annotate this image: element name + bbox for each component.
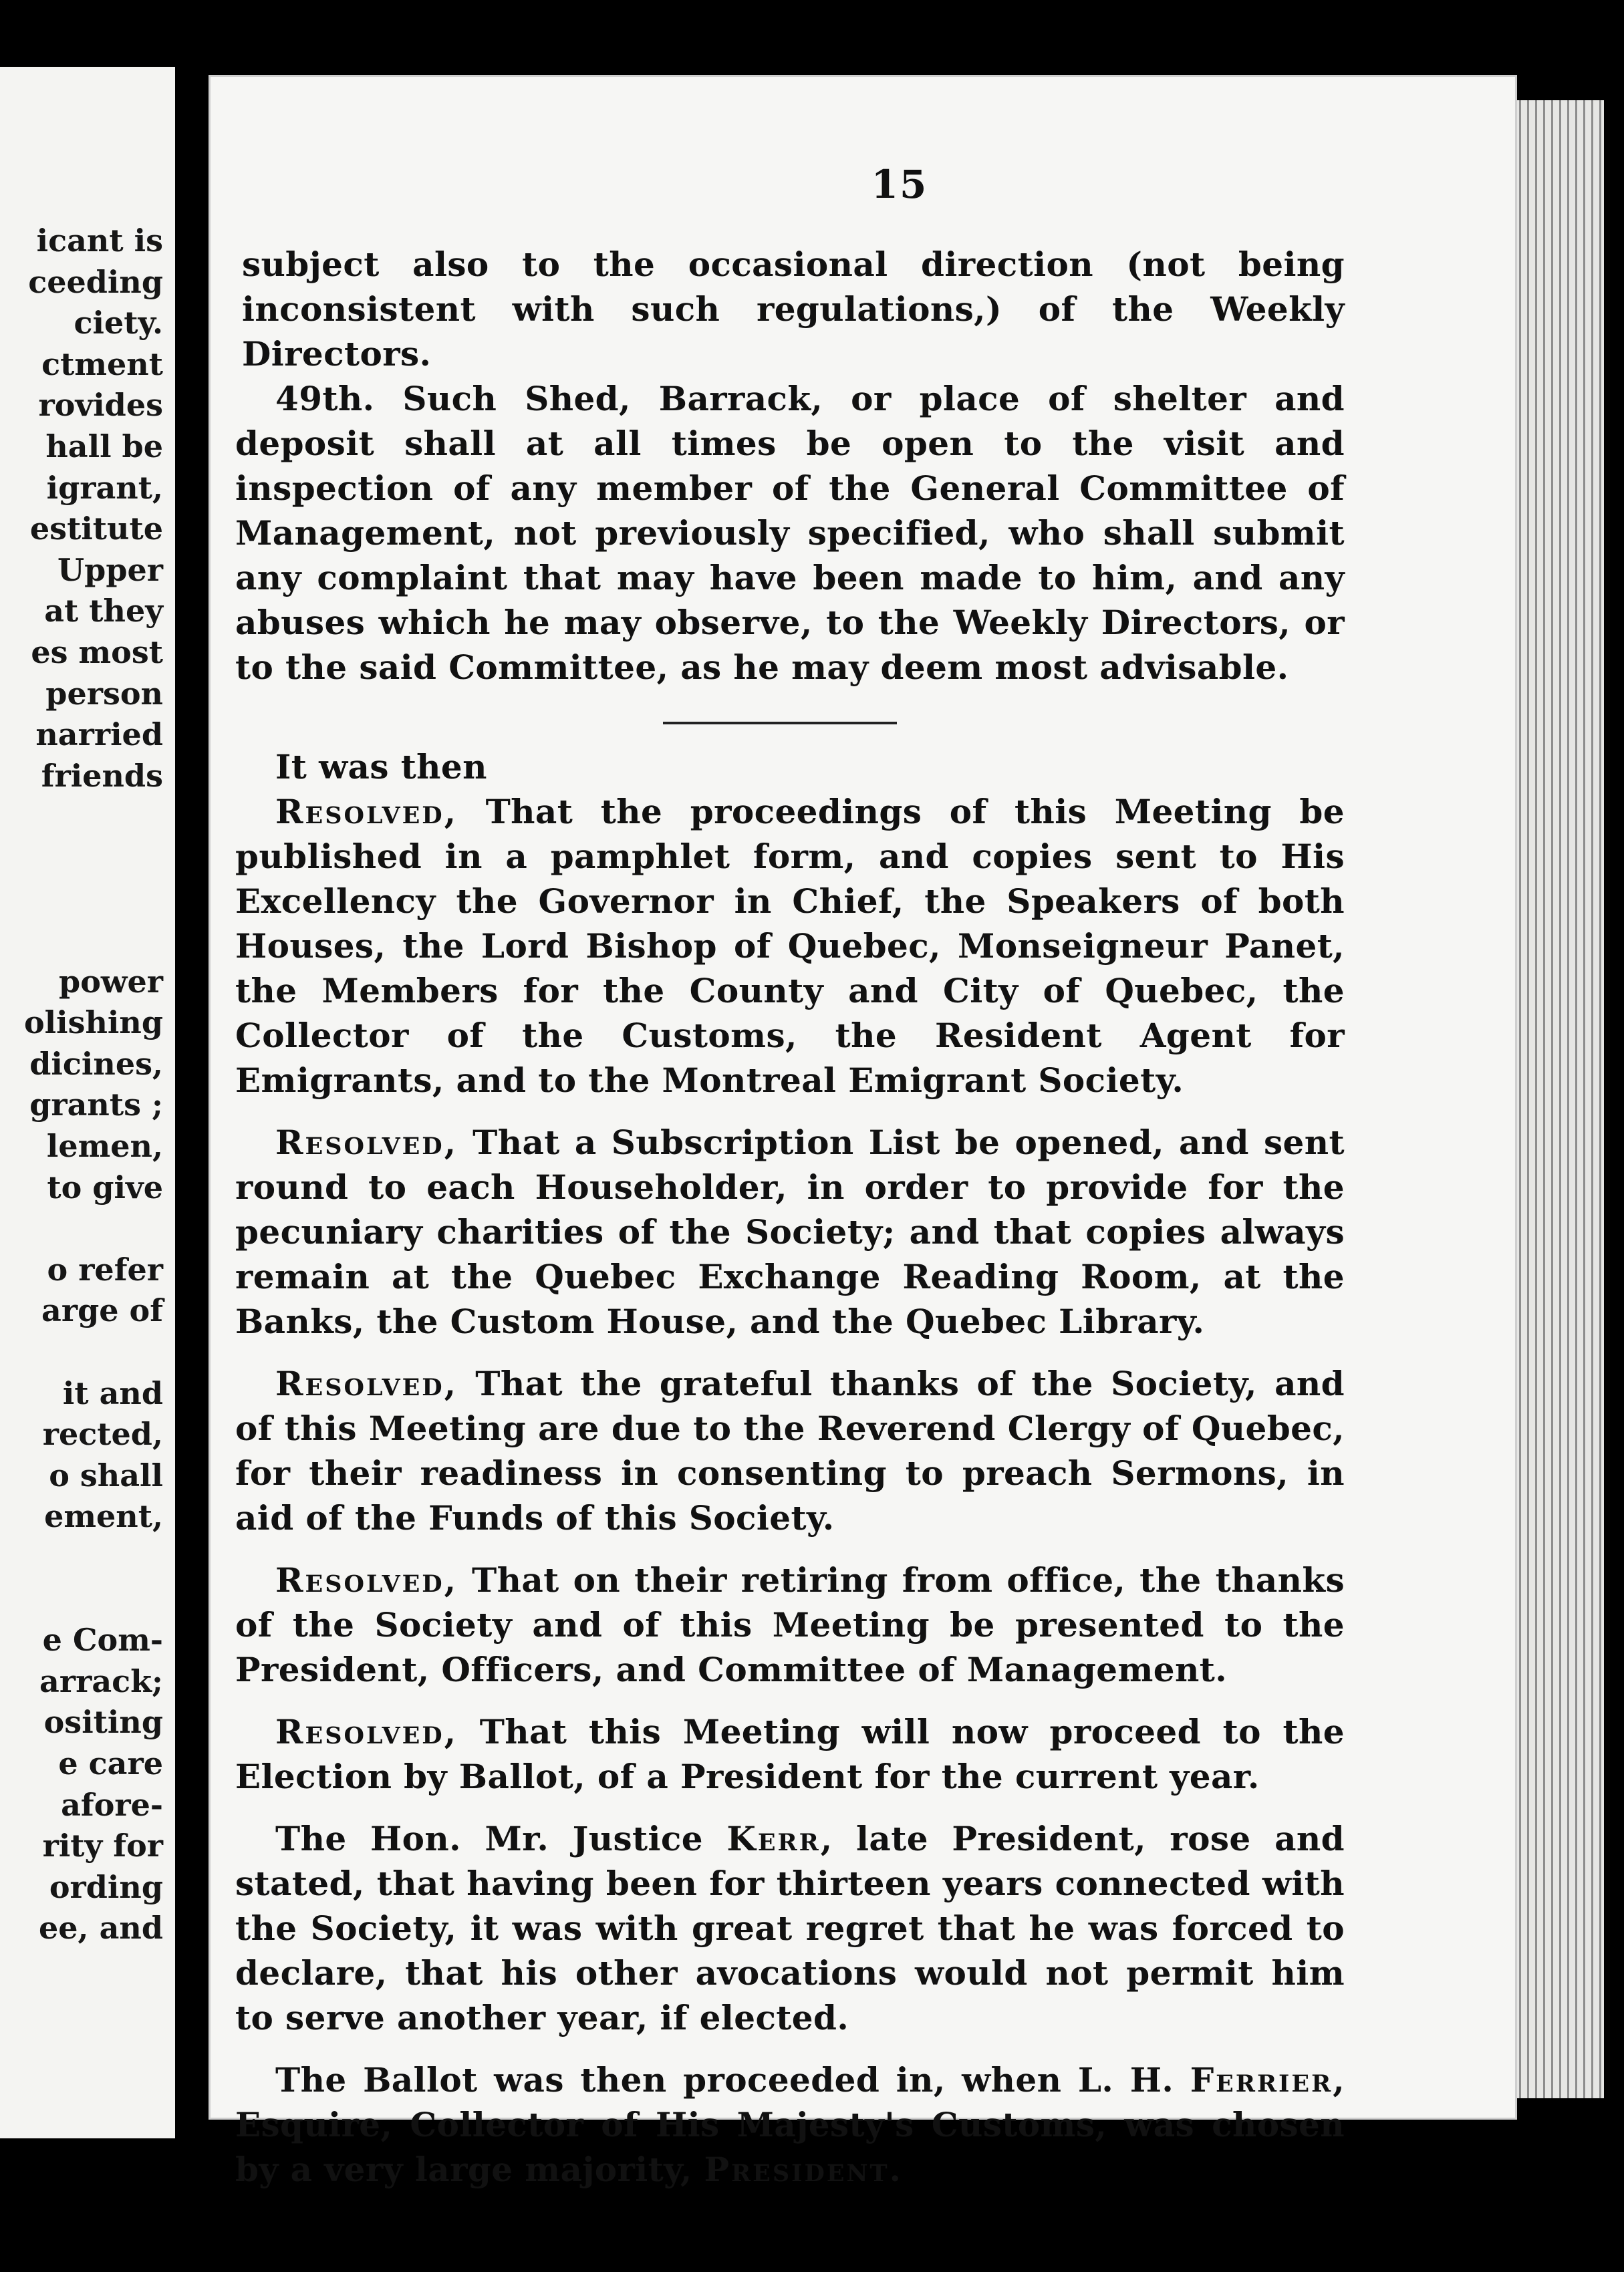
resolved-lead: Resolved, — [275, 1364, 458, 1403]
left-page-line: it and — [62, 1375, 163, 1411]
left-page-line: ceeding — [28, 263, 163, 300]
paragraph-article-49: 49th. Such Shed, Barrack, or place of shelter and deposit shall at all times be open to the visit and inspection of any member of the General Committee of Management, not previously specified, who shall submit any complaint that may have been made to him, and any abuses which he may observe, to the Weekly Directors, or to the said Committee, as he may deem most advisable. — [235, 379, 1345, 687]
left-page-line: olishing — [23, 1004, 163, 1041]
section-divider — [663, 722, 897, 724]
left-page-line: rity for — [42, 1828, 163, 1864]
page-text — [235, 242, 1345, 2192]
left-page-line: estitute — [29, 511, 163, 547]
left-page-line: lemen, — [46, 1128, 163, 1165]
left-page-line: hall be — [45, 428, 163, 464]
resolved-lead: Resolved, — [275, 792, 458, 831]
page-number-text: 15 — [871, 162, 928, 207]
left-page-line: ee, and — [39, 1910, 163, 1947]
left-page-line: friends — [41, 757, 163, 794]
resolved-lead: Resolved, — [275, 1560, 458, 1600]
left-page-line: e care — [58, 1745, 163, 1782]
left-page-line — [24, 1579, 163, 1620]
left-page-line: at they — [44, 593, 163, 629]
left-page-text-fragment — [24, 221, 163, 1991]
left-page-line: dicines, — [29, 1045, 163, 1082]
paragraph-ballot-result — [235, 2057, 1345, 2192]
resolution-text: That this Meeting will now proceed to the Election by Ballot, of a President for the current year. — [235, 1712, 1345, 1796]
left-page-line — [24, 1208, 163, 1250]
left-page-line: igrant, — [46, 469, 163, 506]
left-page-line: rovides — [38, 387, 163, 424]
text-segment: , Esquire, Collector of His Majesty's Customs, was chosen by a very large majority, — [235, 2060, 1345, 2189]
left-page-line: ording — [49, 1868, 163, 1905]
paragraph-justice-kerr — [235, 1816, 1345, 2040]
left-page-line: Upper — [57, 551, 163, 588]
left-page-line: o shall — [49, 1457, 163, 1494]
title-president: President — [704, 2150, 890, 2189]
left-page-line — [24, 1538, 163, 1579]
left-page-line: ctment — [41, 345, 163, 382]
resolution-text: That the proceedings of this Meeting be published in a pamphlet form, and copies sent to His Excellency the Governor in Chief, the Speakers of both Houses, the Lord Bishop of Quebec, Monseigneur Panet, the Members for the County and City of Quebec, the Collector of the Customs, the Resident Agent for Emigrants, and to the Montreal Emigrant Society. — [235, 792, 1345, 1100]
resolved-lead: Resolved, — [275, 1123, 458, 1162]
left-page-line: afore- — [61, 1786, 163, 1823]
resolution-subscription-list — [235, 1120, 1345, 1344]
left-page-line: person — [45, 675, 163, 712]
text-segment: The Hon. Mr. Justice — [275, 1819, 727, 1858]
left-page-line: arrack; — [39, 1663, 163, 1699]
left-page-line: arge of — [41, 1292, 163, 1329]
resolved-lead: Resolved, — [275, 1712, 458, 1751]
name-kerr: Kerr — [726, 1819, 821, 1858]
left-page-line: ciety. — [74, 305, 163, 341]
text-segment: , late President, rose and stated, that having been for thirteen years connected with the Society, it was with great regret that he was forced to declare, that his other avocations would not permit him to serve another year, if elected. — [235, 1819, 1345, 2037]
left-page-line — [24, 797, 163, 838]
left-page-line: ement, — [44, 1498, 163, 1535]
left-page-line: o refer — [47, 1251, 163, 1288]
text-segment: . — [889, 2150, 902, 2189]
resolution-election — [235, 1709, 1345, 1799]
page-number — [209, 162, 1517, 207]
resolution-thanks-clergy — [235, 1361, 1345, 1540]
left-page-line: narried — [35, 716, 163, 753]
left-page-line — [24, 838, 163, 879]
left-page-line: e Com- — [42, 1622, 163, 1659]
name-ferrier: Ferrier — [1190, 2060, 1333, 2100]
left-facing-page — [0, 67, 175, 2138]
left-page-line: to give — [47, 1169, 163, 1205]
text-segment: The Ballot was then proceeded in, when L. H. — [275, 2060, 1190, 2100]
main-page — [209, 75, 1517, 2189]
left-page-line — [24, 1332, 163, 1373]
left-page-line: ositing — [43, 1704, 163, 1741]
left-page-line — [24, 920, 163, 962]
left-page-line — [24, 1949, 163, 1991]
left-page-line: grants ; — [29, 1087, 163, 1123]
resolution-thanks-officers — [235, 1558, 1345, 1692]
left-page-line: es most — [31, 633, 163, 670]
left-page-line: rected, — [42, 1416, 163, 1453]
resolution-pamphlet — [235, 789, 1345, 1103]
paragraph-continuation: subject also to the occasional direction (not being inconsistent with such regulations,) of the Weekly Directors. — [242, 245, 1345, 374]
left-page-line: power — [59, 963, 163, 1000]
paragraph-it-was-then: It was then — [275, 747, 487, 787]
left-page-line — [24, 879, 163, 921]
left-page-line: icant is — [36, 223, 163, 259]
resolution-text: That a Subscription List be opened, and sent round to each Householder, in order to provide for the pecuniary charities of the Society; and that copies always remain at the Quebec Exchange Reading Room, at the Banks, the Custom House, and the Quebec Library. — [235, 1123, 1345, 1341]
resolution-text: That on their retiring from office, the thanks of the Society and of this Meeting be presented to the President, Officers, and Committee of Management. — [235, 1560, 1345, 1689]
resolution-text: That the grateful thanks of the Society, and of this Meeting are due to the Reverend Clergy of Quebec, for their readiness in consenting to preach Sermons, in aid of the Funds of this Society. — [235, 1364, 1345, 1538]
